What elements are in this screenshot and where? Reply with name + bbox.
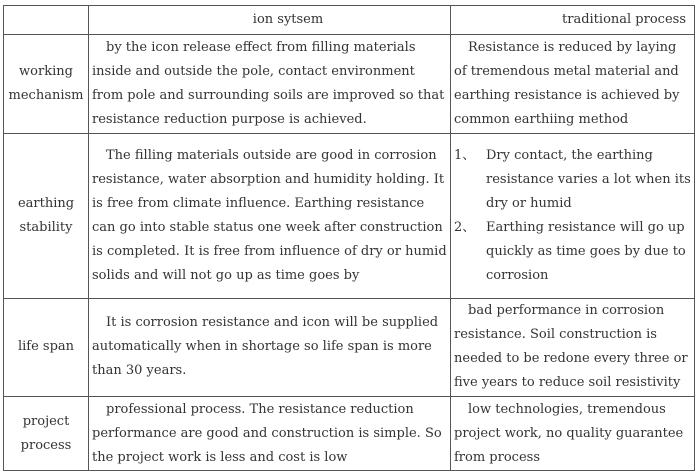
- comparison-table: [3, 5, 695, 471]
- header-traditional-process: traditional process: [451, 6, 695, 35]
- list-item-number: 2、: [454, 219, 476, 235]
- table-row: [4, 397, 695, 471]
- ion-earthing-stability-cell: The filling materials outside are good in corrosion resistance, water absorption and humidity holding. It is free from climate influence. Earthing resistance can go into stable status one week after construction is completed. It is free from influence of dry or humid solids and will not go up as time goes by: [89, 133, 451, 298]
- row-label-life-span: life span: [4, 298, 89, 396]
- row-label-earthing-stability: earthing stability: [4, 133, 89, 298]
- list-item-text: Earthing resistance will go up quickly as time goes by due to corrosion: [486, 219, 686, 283]
- list-item: [454, 144, 691, 216]
- traditional-working-mechanism-cell: Resistance is reduced by laying of tremendous metal material and earthing resistance is achieved by common earthiing method: [451, 35, 695, 133]
- table-row: [4, 35, 695, 133]
- header-ion-system: ion sytsem: [89, 6, 451, 35]
- traditional-project-process-cell: low technologies, tremendous project work, no quality guarantee from process: [451, 397, 695, 471]
- traditional-life-span-cell: bad performance in corrosion resistance. Soil construction is needed to be redone every three or five years to reduce soil resistivity: [451, 298, 695, 396]
- header-empty-cell: [4, 6, 89, 35]
- ion-working-mechanism-cell: by the icon release effect from filling materials inside and outside the pole, contact environment from pole and surrounding soils are improved so that resistance reduction purpose is achieved.: [89, 35, 451, 133]
- table-row: [4, 133, 695, 298]
- row-label-working-mechanism: working mechanism: [4, 35, 89, 133]
- row-label-project-process: project process: [4, 397, 89, 471]
- header-row: [4, 6, 695, 35]
- list-item-number: 1、: [454, 147, 476, 163]
- ion-project-process-cell: professional process. The resistance reduction performance are good and construction is simple. So the project work is less and cost is low: [89, 397, 451, 471]
- table-row: [4, 298, 695, 396]
- list-item: [454, 216, 691, 288]
- ion-life-span-cell: It is corrosion resistance and icon will be supplied automatically when in shortage so life span is more than 30 years.: [89, 298, 451, 396]
- list-item-text: Dry contact, the earthing resistance varies a lot when its dry or humid: [486, 147, 691, 211]
- traditional-earthing-stability-cell: [451, 133, 695, 298]
